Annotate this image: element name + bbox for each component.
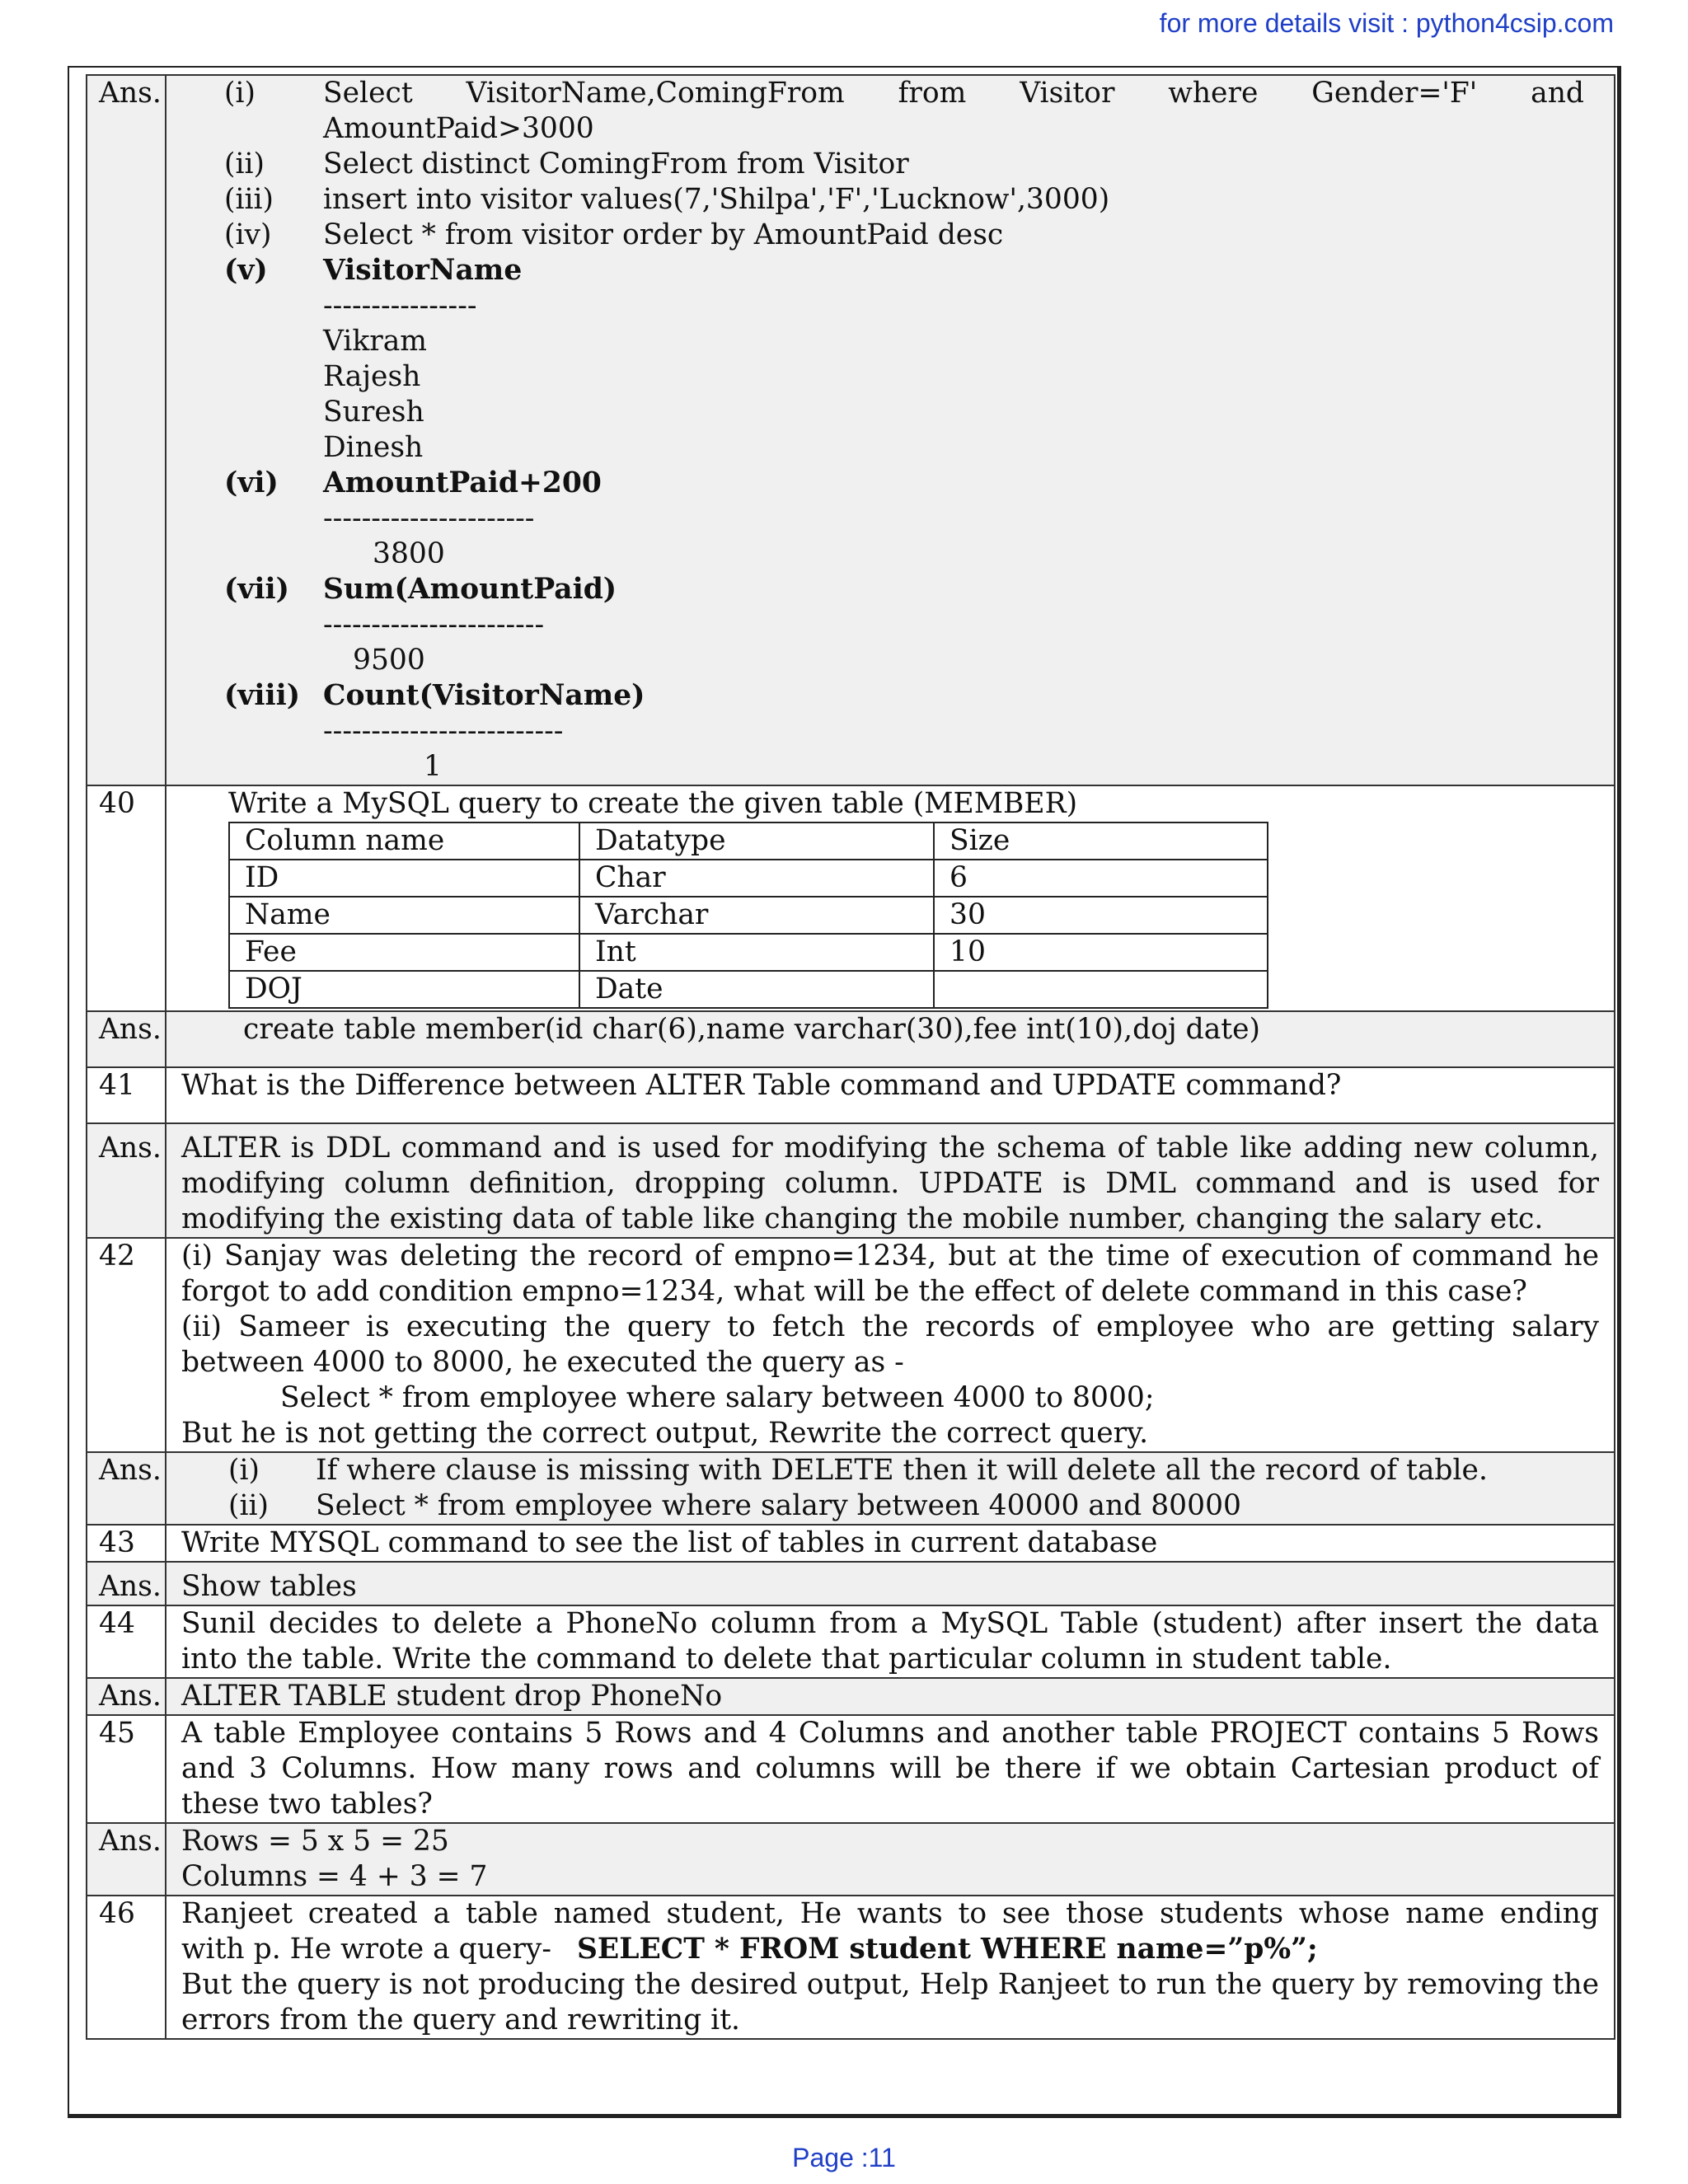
question-number: 41 xyxy=(87,1067,166,1123)
question-row-46 xyxy=(87,1896,1615,2039)
member-table xyxy=(228,822,1268,1009)
answer-item xyxy=(228,1488,1599,1524)
question-number: 46 xyxy=(87,1896,166,2039)
member-cell: Int xyxy=(579,934,934,971)
question-row-43 xyxy=(87,1525,1615,1562)
answer-item xyxy=(224,76,1584,147)
question-text: But he is not getting the correct output, Rewrite the correct query. xyxy=(181,1417,1149,1450)
output-rule: ----------------------- xyxy=(323,608,545,641)
member-header-cell: Column name xyxy=(229,823,579,860)
answer-text: Rows = 5 x 5 = 25 xyxy=(181,1825,449,1858)
member-cell: Fee xyxy=(229,934,579,971)
answer-row-43 xyxy=(87,1562,1615,1605)
output-value: Suresh xyxy=(323,396,424,429)
page-number: Page :11 xyxy=(792,2143,896,2172)
question-row-40 xyxy=(87,785,1615,1011)
row-number: Ans. xyxy=(87,1123,166,1238)
output-rule: ------------------------- xyxy=(323,715,564,748)
output-heading: AmountPaid+200 xyxy=(323,466,602,499)
output-heading: Count(VisitorName) xyxy=(323,679,645,712)
roman-numeral: (iv) xyxy=(224,218,272,251)
member-cell: Char xyxy=(579,860,934,897)
roman-numeral: (vii) xyxy=(224,573,289,606)
answer-text: Columns = 4 + 3 = 7 xyxy=(181,1860,488,1893)
question-query: Select * from employee where salary between 4000 to 8000; xyxy=(280,1381,1155,1414)
answer-row-45 xyxy=(87,1823,1615,1896)
member-cell: Varchar xyxy=(579,897,934,934)
member-cell: Name xyxy=(229,897,579,934)
member-table-row xyxy=(229,934,1268,971)
member-table-row xyxy=(229,971,1268,1008)
question-text: Write MYSQL command to see the list of tables in current database xyxy=(166,1525,1615,1562)
question-number: 40 xyxy=(87,785,166,1011)
answer-text: Select distinct ComingFrom from Visitor xyxy=(323,148,909,180)
output-value: 3800 xyxy=(373,537,445,570)
question-text: Sunil decides to delete a PhoneNo column from a MySQL Table (student) after insert the data into the table. Write the command to delete that particular column in student table. xyxy=(166,1605,1615,1678)
member-table-row xyxy=(229,897,1268,934)
answer-row-40 xyxy=(87,1011,1615,1067)
row-number: Ans. xyxy=(87,1452,166,1525)
member-cell xyxy=(934,971,1268,1008)
output-value: Vikram xyxy=(323,325,428,358)
question-number: 45 xyxy=(87,1715,166,1823)
question-query: SELECT * FROM student WHERE name=”p%”; xyxy=(577,1933,1318,1966)
question-number: 42 xyxy=(87,1238,166,1452)
row-number: Ans. xyxy=(87,1678,166,1715)
answer-text: ALTER is DDL command and is used for modifying the schema of table like adding new column, modifying column definition, dropping column. UPDATE is DML command and is used for modifying the existing data of table like changing the mobile number, changing the salary etc. xyxy=(166,1123,1615,1238)
output-rule: ---------------- xyxy=(323,289,477,322)
answer-text: insert into visitor values(7,'Shilpa','F','Lucknow',3000) xyxy=(323,183,1110,216)
answer-item xyxy=(224,147,1584,182)
roman-numeral: (ii) xyxy=(228,1489,269,1522)
output-value: 9500 xyxy=(353,644,425,677)
answer-text-cont: AmountPaid>3000 xyxy=(323,112,594,145)
question-row-41 xyxy=(87,1067,1615,1123)
member-cell: ID xyxy=(229,860,579,897)
member-cell: 6 xyxy=(934,860,1268,897)
question-text: Write a MySQL query to create the given table (MEMBER) xyxy=(228,787,1078,820)
question-number: 43 xyxy=(87,1525,166,1562)
question-text: What is the Difference between ALTER Table command and UPDATE command? xyxy=(166,1067,1615,1123)
output-rule: ---------------------- xyxy=(323,502,535,535)
answer-text: create table member(id char(6),name varchar(30),fee int(10),doj date) xyxy=(166,1011,1615,1067)
answer-row-42 xyxy=(87,1452,1615,1525)
roman-numeral: (i) xyxy=(224,77,256,110)
output-block xyxy=(224,466,1584,572)
member-cell: 10 xyxy=(934,934,1268,971)
row-number: Ans. xyxy=(87,1562,166,1605)
answer-text: If where clause is missing with DELETE then it will delete all the record of table. xyxy=(316,1454,1488,1487)
output-value: 1 xyxy=(424,750,442,783)
output-heading: VisitorName xyxy=(323,254,523,287)
answer-row-41 xyxy=(87,1123,1615,1238)
question-text: (i) Sanjay was deleting the record of empno=1234, but at the time of execution of command he forgot to add condition empno=1234, what will be the effect of delete command in this case? xyxy=(181,1240,1599,1308)
row-number: Ans. xyxy=(87,1823,166,1896)
member-table-row xyxy=(229,860,1268,897)
member-cell: DOJ xyxy=(229,971,579,1008)
output-block xyxy=(224,678,1584,785)
member-cell: 30 xyxy=(934,897,1268,934)
answer-text: Select VisitorName,ComingFrom from Visitor where Gender='F' and xyxy=(323,77,1584,110)
output-block xyxy=(224,253,1584,466)
output-block xyxy=(224,572,1584,678)
answer-text: Select * from visitor order by AmountPaid desc xyxy=(323,218,1004,251)
row-number: Ans. xyxy=(87,1011,166,1067)
output-heading: Sum(AmountPaid) xyxy=(323,573,617,606)
question-answer-table xyxy=(86,74,1615,2040)
question-text: But the query is not producing the desired output, Help Ranjeet to run the query by removing the errors from the query and rewriting it. xyxy=(181,1968,1599,2036)
question-number: 44 xyxy=(87,1605,166,1678)
question-text: (ii) Sameer is executing the query to fetch the records of employee who are getting salary between 4000 to 8000, he executed the query as - xyxy=(181,1310,1599,1379)
row-number: Ans. xyxy=(87,75,166,785)
output-value: Dinesh xyxy=(323,431,424,464)
roman-numeral: (viii) xyxy=(224,679,301,712)
member-header-cell: Datatype xyxy=(579,823,934,860)
answer-item xyxy=(228,1453,1599,1488)
question-text: A table Employee contains 5 Rows and 4 Columns and another table PROJECT contains 5 Rows and 3 Columns. How many rows and columns will be there if we obtain Cartesian product of these two tables? xyxy=(166,1715,1615,1823)
question-row-44 xyxy=(87,1605,1615,1678)
answer-text: Show tables xyxy=(166,1562,1615,1605)
answer-text: Select * from employee where salary between 40000 and 80000 xyxy=(316,1489,1241,1522)
header-website-link[interactable]: for more details visit : python4csip.com xyxy=(1159,8,1614,38)
roman-numeral: (vi) xyxy=(224,466,279,499)
roman-numeral: (i) xyxy=(228,1454,260,1487)
question-row-42 xyxy=(87,1238,1615,1452)
member-cell: Date xyxy=(579,971,934,1008)
roman-numeral: (v) xyxy=(224,254,268,287)
roman-numeral: (ii) xyxy=(224,148,265,180)
roman-numeral: (iii) xyxy=(224,183,274,216)
question-text: with p. He wrote a query- xyxy=(181,1933,552,1966)
question-row-45 xyxy=(87,1715,1615,1823)
question-text-line xyxy=(181,1932,1599,1967)
member-header-cell: Size xyxy=(934,823,1268,860)
answer-item xyxy=(224,218,1584,253)
output-value: Rajesh xyxy=(323,360,421,393)
answer-row-44 xyxy=(87,1678,1615,1715)
member-table-header xyxy=(229,823,1268,860)
question-text: Ranjeet created a table named student, He wants to see those students whose name ending xyxy=(181,1897,1599,1930)
answer-row-39 xyxy=(87,75,1615,785)
answer-text: ALTER TABLE student drop PhoneNo xyxy=(166,1678,1615,1715)
answer-item xyxy=(224,182,1584,218)
